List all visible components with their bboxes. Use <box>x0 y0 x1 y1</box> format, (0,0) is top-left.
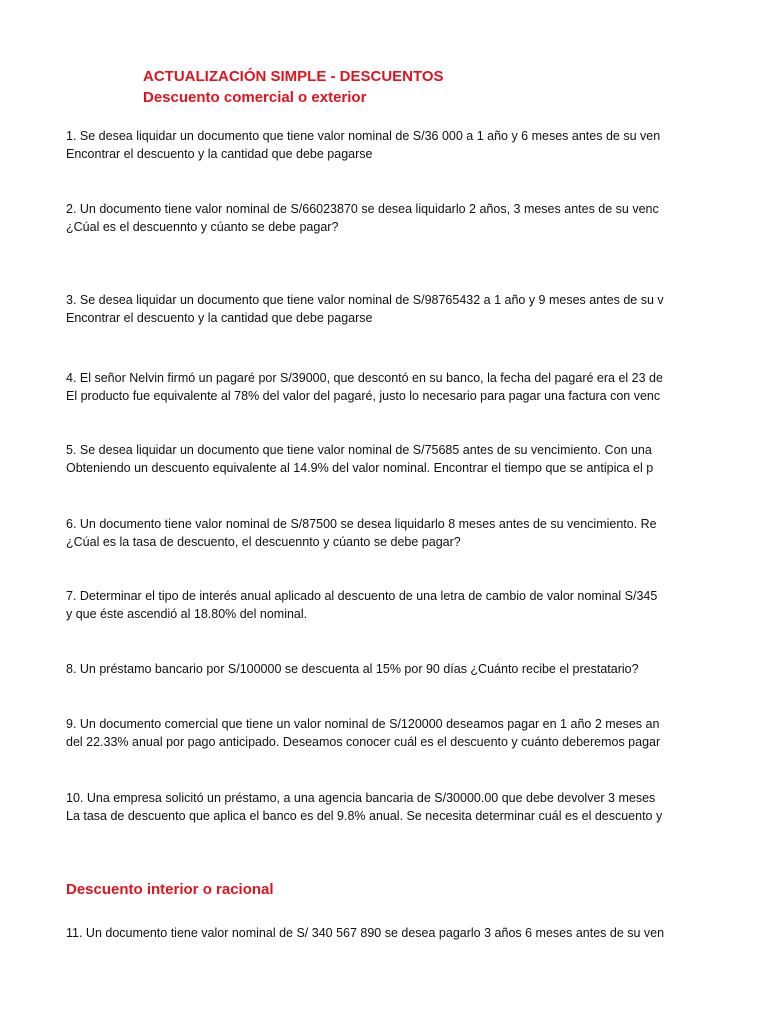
problem-text-line: del 22.33% anual por pago anticipado. Deseamos conocer cuál es el descuento y cuánto deberemos pagar <box>66 735 661 749</box>
problem-text-line: La tasa de descuento que aplica el banco es del 9.8% anual. Se necesita determinar cuál es el descuento y <box>66 809 663 823</box>
problem-text-line: y que éste ascendió al 18.80% del nominal. <box>66 607 308 621</box>
problem-text-line: 6. Un documento tiene valor nominal de S/87500 se desea liquidarlo 8 meses antes de su vencimiento. Re <box>66 517 657 531</box>
document-title: ACTUALIZACIÓN SIMPLE - DESCUENTOS <box>143 68 444 85</box>
problem-8 <box>66 660 639 678</box>
problem-text-line: 7. Determinar el tipo de interés anual aplicado al descuento de una letra de cambio de valor nominal S/345 <box>66 589 658 603</box>
problem-text-line: El producto fue equivalente al 78% del valor del pagaré, justo lo necesario para pagar una factura con venc <box>66 389 661 403</box>
problem-text-line: ¿Cúal es el descuennto y cúanto se debe pagar? <box>66 220 339 234</box>
section-title-commercial-discount: Descuento comercial o exterior <box>143 89 367 106</box>
problem-text-line: 10. Una empresa solicitó un préstamo, a una agencia bancaria de S/30000.00 que debe devolver 3 meses <box>66 791 656 805</box>
problem-4 <box>66 369 663 405</box>
problem-text-line: Encontrar el descuento y la cantidad que debe pagarse <box>66 147 373 161</box>
problem-text-line: 3. Se desea liquidar un documento que tiene valor nominal de S/98765432 a 1 año y 9 meses antes de su v <box>66 293 664 307</box>
problem-text-line: 2. Un documento tiene valor nominal de S/66023870 se desea liquidarlo 2 años, 3 meses antes de su venc <box>66 202 659 216</box>
problem-text-line: Encontrar el descuento y la cantidad que debe pagarse <box>66 311 373 325</box>
problem-5 <box>66 441 653 477</box>
problem-11 <box>66 924 664 942</box>
problem-3 <box>66 291 664 327</box>
problem-text-line: 11. Un documento tiene valor nominal de S/ 340 567 890 se desea pagarlo 3 años 6 meses antes de su ven <box>66 926 665 940</box>
problem-text-line: Obteniendo un descuento equivalente al 14.9% del valor nominal. Encontrar el tiempo que se antipica el p <box>66 461 654 475</box>
section-title-interior-discount: Descuento interior o racional <box>66 881 274 898</box>
problem-2 <box>66 200 659 236</box>
problem-6 <box>66 515 657 551</box>
problem-text-line: 4. El señor Nelvin firmó un pagaré por S/39000, que descontó en su banco, la fecha del pagaré era el 23 de <box>66 371 663 385</box>
problem-10 <box>66 789 662 825</box>
problem-text-line: 9. Un documento comercial que tiene un valor nominal de S/120000 deseamos pagar en 1 año 2 meses an <box>66 717 660 731</box>
problem-9 <box>66 715 660 751</box>
problem-text-line: ¿Cúal es la tasa de descuento, el descuennto y cúanto se debe pagar? <box>66 535 461 549</box>
problem-text-line: 8. Un préstamo bancario por S/100000 se descuenta al 15% por 90 días ¿Cuánto recibe el prestatario? <box>66 662 639 676</box>
problem-1 <box>66 127 660 163</box>
problem-7 <box>66 587 657 623</box>
problem-text-line: 5. Se desea liquidar un documento que tiene valor nominal de S/75685 antes de su vencimiento. Con una <box>66 443 652 457</box>
problem-text-line: 1. Se desea liquidar un documento que tiene valor nominal de S/36 000 a 1 año y 6 meses antes de su ven <box>66 129 661 143</box>
